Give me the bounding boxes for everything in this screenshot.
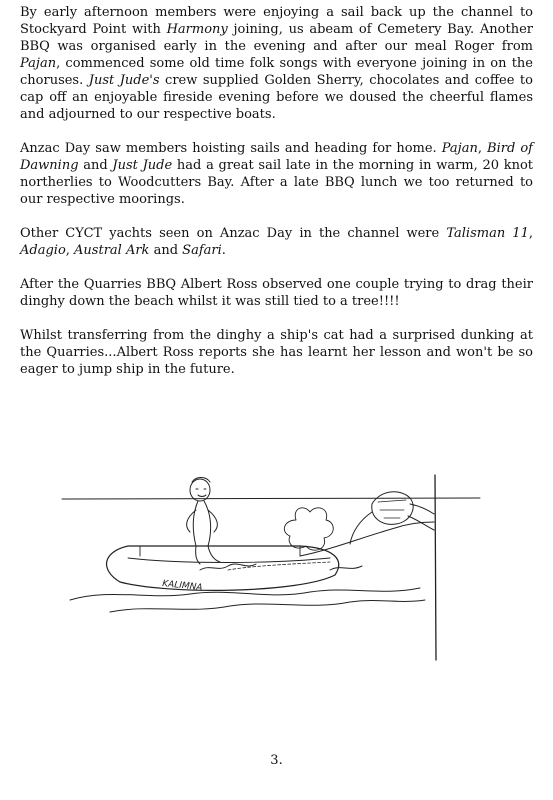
water-line [62, 498, 480, 499]
boat-name: Harmony [166, 22, 228, 37]
splash [284, 508, 333, 550]
person-figure [187, 478, 220, 565]
tether-rope [300, 522, 434, 556]
boat-name: Talisman 11 [446, 226, 529, 241]
dinghy [107, 546, 339, 593]
article-body [20, 4, 533, 395]
boat-name: Bird of Dawning [20, 141, 533, 173]
boat-name: Safari [182, 243, 222, 258]
paragraph: By early afternoon members were enjoying a sail back up the channel to Stockyard Point with Harmony joining, us abeam of Cemetery Bay. Another BBQ was organised early in the evening and after our meal Roger from Pajan, commenced some old time folk songs with everyone joining in on the choruses. Just Jude's crew supplied Golden Sherry, chocolates and coffee to cap off an enjoyable fireside evening before we doused the cheerful flames and adjourned to our respective boats. [20, 5, 533, 122]
paragraph: After the Quarries BBQ Albert Ross observed one couple trying to drag their dinghy down the beach whilst it was still tied to a tree!!!! [20, 277, 533, 309]
paragraph: Other CYCT yachts seen on Anzac Day in the channel were Talisman 11, Adagio, Austral Ark and Safari. [20, 226, 533, 258]
tree-post [435, 475, 436, 660]
dinghy-name: KALIMNA [161, 579, 203, 594]
waves [70, 564, 425, 612]
paragraph: Whilst transferring from the dinghy a ship's cat had a surprised dunking at the Quarries...Albert Ross reports she has learnt her lesson and won't be so eager to jump ship in the future. [20, 328, 533, 377]
boat-name: Just Jude's [88, 73, 160, 88]
cartoon-illustration [0, 460, 553, 670]
pulling-figure [350, 492, 434, 544]
boat-name: Pajan [441, 141, 478, 156]
page-number: 3. [270, 753, 283, 768]
boat-name: Austral Ark [74, 243, 150, 258]
paragraph: Anzac Day saw members hoisting sails and heading for home. Pajan, Bird of Dawning and Just Jude had a great sail late in the morning in warm, 20 knot northerlies to Woodcutters Bay. After a late BBQ lunch we too returned to our respective moorings. [20, 141, 534, 207]
boat-name: Adagio [20, 243, 66, 258]
boat-name: Pajan [20, 56, 57, 71]
boat-name: Just Jude [112, 158, 173, 173]
